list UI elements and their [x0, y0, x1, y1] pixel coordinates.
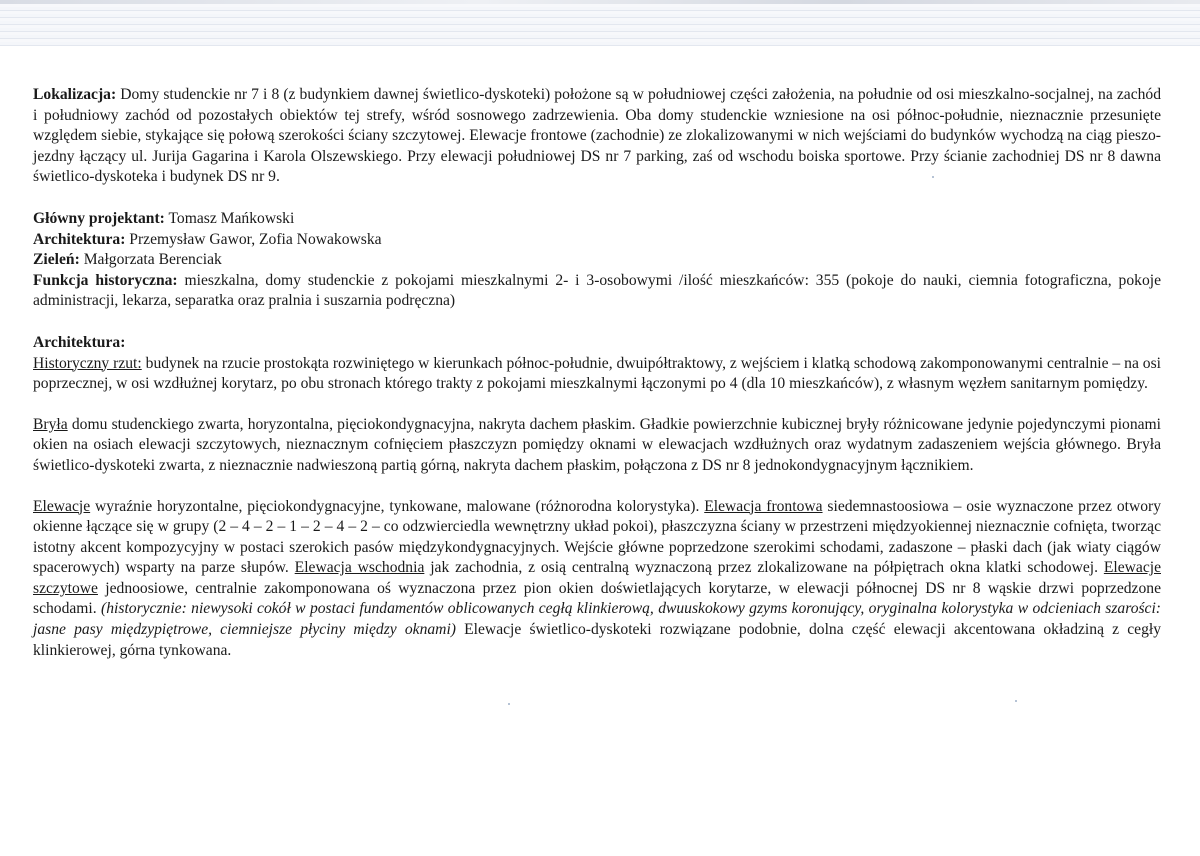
funkcja-historyczna-label: Funkcja historyczna:: [33, 271, 178, 289]
funkcja-historyczna-paragraph: [33, 271, 1161, 312]
architektura-credit-line: [33, 230, 1161, 251]
elewacje-szczytowe-label: Elewacje szczytowe: [33, 559, 1161, 597]
lokalizacja-paragraph: [33, 85, 1161, 188]
architektura-heading: [33, 333, 1161, 354]
architektura-credit-label: Architektura:: [33, 230, 126, 248]
scan-header-strip: [0, 0, 1200, 46]
elewacja-wschodnia-text: jak zachodnia, z osią centralną wyznaczoną przez zlokalizowane na półpiętrach okna klatki schodowej.: [424, 559, 1104, 577]
elewacja-frontowa-label: Elewacja frontowa: [704, 497, 823, 515]
elewacja-frontowa-text: siedemnastoosiowa – osie wyznaczone przez otwory okienne łączące się w grupy (2 – 4 – 2 – 1 – 2 – 4 – 2 – co odzwierciedla wewnętrzny układ pokoi), płaszczyzna ściany w przestrzeni międzyokiennej nieznacznie cofnięta, tworząc istotny akcent kompozycyjny w postaci szerokich pasów międzykondygnacyjnych. Wejście główne poprzedzone szerokimi schodami, zadaszone – płaski dach (jak wiaty ciągów spacerowych) wsparty na parze słupów.: [33, 497, 1161, 577]
scan-speck: [932, 176, 934, 178]
architektura-heading-text: Architektura:: [33, 333, 126, 351]
glowny-projektant-value: Tomasz Mańkowski: [168, 209, 295, 227]
scan-speck: [508, 703, 510, 705]
historyczny-rzut-paragraph: [33, 354, 1161, 395]
lokalizacja-label: Lokalizacja:: [33, 86, 117, 103]
lokalizacja-text: Domy studenckie nr 7 i 8 (z budynkiem dawnej świetlico-dyskoteki) położone są w południowej części założenia, na południe od osi mieszkalno-socjalnej, na zachód i południowy zachód od pozostałych obiektów tej strefy, wśród sosnowego zadrzewienia. Oba domy studenckie wzniesione na osi północ-południe, nieznacznie przesunięte względem siebie, stykające się połową szerokości ściany szczytowej. Elewacje frontowe (zachodnie) ze zlokalizowanymi w nich wejściami do budynków wychodzą na ciąg pieszo-jezdny łączący ul. Jurija Gagarina i Karola Olszewskiego. Przy elewacji południowej DS nr 7 parking, zaś od wschodu boiska sportowe. Przy ścianie zachodniej DS nr 8 dawna świetlico-dyskoteka i budynek DS nr 9.: [33, 86, 1162, 186]
architektura-credit-value: Przemysław Gawor, Zofia Nowakowska: [129, 230, 382, 248]
bryla-label: Bryła: [33, 415, 68, 433]
elewacje-final-text: Elewacje świetlico-dyskoteki rozwiązane podobnie, dolna część elewacji akcentowana okładziną z cegły klinkierowej, górna tynkowana.: [33, 621, 1162, 659]
funkcja-historyczna-value: mieszkalna, domy studenckie z pokojami mieszkalnymi 2- i 3-osobowymi /ilość mieszkańców: 355 (pokoje do nauki, ciemnia fotograficzna, pokoje administracji, lekarza, separatka oraz pralnia i suszarnia podręczna): [33, 271, 1162, 310]
historyczny-rzut-label: Historyczny rzut:: [33, 354, 142, 372]
elewacja-wschodnia-label: Elewacja wschodnia: [294, 559, 425, 577]
elewacje-szczytowe-text: jednoosiowe, centralnie zakomponowana oś wyznaczona przez pion okien doświetlających korytarze, w elewacji północnej DS nr 8 wąskie drzwi poprzedzone schodami.: [33, 579, 1161, 618]
historyczny-rzut-text: budynek na rzucie prostokąta rozwiniętego w kierunkach północ-południe, dwuipółtraktowy, z wejściem i klatką schodową zakomponowanymi centralnie – na osi poprzecznej, w osi wzdłużnej korytarz, po obu stronach którego trakty z pokojami mieszkalnymi łączonymi po 4 (dla 10 mieszkańców), z własnym węzłem sanitarnym pomiędzy.: [33, 354, 1161, 393]
glowny-projektant-label: Główny projektant:: [33, 209, 165, 227]
elewacje-text: wyraźnie horyzontalne, pięciokondygnacyjne, tynkowane, malowane (różnorodna kolorystyka).: [90, 497, 705, 515]
elewacje-paragraph: [33, 497, 1161, 662]
elewacje-label: Elewacje: [33, 497, 91, 515]
bryla-paragraph: [33, 415, 1161, 477]
document-page: [33, 85, 1161, 661]
zielen-line: [33, 250, 1161, 271]
bryla-text: domu studenckiego zwarta, horyzontalna, pięciokondygnacyjna, nakryta dachem płaskim. Gładkie powierzchnie kubicznej bryły różnicowane jedynie pojedynczymi pionami okien na osiach elewacji szczytowych, nieznacznym cofnięciem płaszczyzn pomiędzy oknami w elewacjach wzdłużnych oraz wydatnym zadaszeniem wejścia głównego. Bryła świetlico-dyskoteki zwarta, z nieznacznie nadwieszoną partią górną, nakryta dachem płaskim, połączona z DS nr 8 jednokondygnacyjnym łącznikiem.: [33, 415, 1161, 474]
glowny-projektant-line: [33, 209, 1161, 230]
historycznie-note: (historycznie: niewysoki cokół w postaci fundamentów oblicowanych cegłą klinkierową, dwuuskokowy gzyms koronujący, oryginalna kolorystyka w odcieniach szarości: jasne pasy międzypiętrowe, ciemniejsze płyciny między oknami): [33, 600, 1161, 639]
zielen-value: Małgorzata Berenciak: [83, 251, 222, 269]
scan-speck: [1015, 700, 1017, 702]
zielen-label: Zieleń:: [33, 251, 80, 269]
